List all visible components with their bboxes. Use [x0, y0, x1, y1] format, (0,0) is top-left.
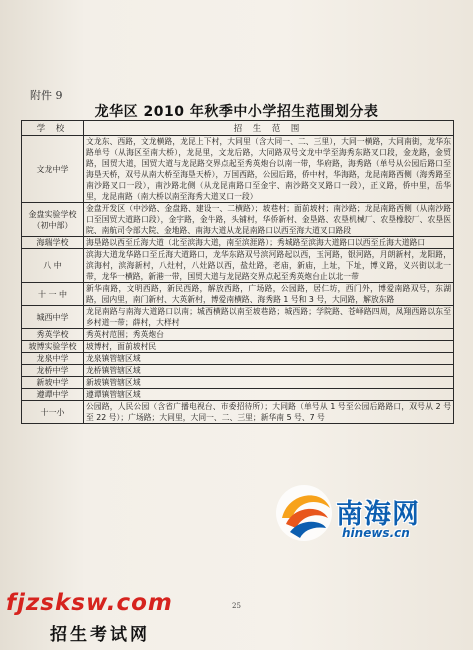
school-name-cell: 城西中学 — [22, 306, 84, 329]
enrollment-range-cell: 龙泉镇管辖区域 — [84, 353, 454, 365]
enrollment-range-cell: 新华南路，文明西路，新民西路，解放西路，广场路，公园路，居仁坊，西门外，博爱南路双号，东湖路，园内里，南门新村、大英新村，博爱南横路、海秀路 1 号和 3 号，大同路，解放东路 — [84, 283, 454, 306]
table-row — [22, 365, 454, 377]
school-name-cell: 十一小 — [22, 401, 84, 424]
school-name-cell: 坡博实验学校 — [22, 341, 84, 353]
page-number: 25 — [232, 602, 241, 610]
school-name-cell: 十 一 中 — [22, 283, 84, 306]
table-row — [22, 329, 454, 341]
table-row — [22, 389, 454, 401]
enrollment-range-cell: 秀英村范围；秀英炮台 — [84, 329, 454, 341]
school-name-cell: 文龙中学 — [22, 136, 84, 203]
hinews-logo-text: 南海网 — [336, 499, 420, 530]
attachment-label: 附件 9 — [30, 89, 63, 102]
enrollment-range-cell: 文龙东、西路，文龙横路，龙昆上下村，大同里（含大同一、二、三里），大同一横路，大同南街，龙华东路单号（从海区至南大桥），龙昆里，文龙后路，大同路双号文龙中学至海秀东路叉口段，金龙路，金贸路，国贸大道，国贸大道与龙昆路交界点起至秀英炮台以南一带，华府路，海秀路（单号从公园后路口至海垦天桥，双号从南大桥至海垦天桥），万国西路，公园后路，侨中村，华海路，龙昆南路西侧（海秀路至南沙路叉口一段），南沙路北侧（从龙昆南路口至金宇、南沙路交叉路口一段），正义路，侨中里，岳华里，龙昆南路（南大桥以南至海秀大道叉口一段） — [84, 136, 454, 203]
enrollment-range-cell: 海垦路以西至丘海大道（北至滨海大道，南至滨涯路）；秀城路至滨海大道路口以西至丘海大道路口 — [84, 237, 454, 249]
table-row — [22, 341, 454, 353]
enrollment-range-cell: 公园路，人民公园（含省广播电视台、市委招待所）；大同路（单号从 1 号至公园后路路口，双号从 2 号至 22 号）；广场路；大同里，大同一、二、三里；新华南 5 号、7 号 — [84, 401, 454, 424]
table-row — [22, 203, 454, 237]
school-name-cell: 八 中 — [22, 249, 84, 283]
table-row — [22, 136, 454, 203]
enrollment-range-cell: 新坡镇管辖区域 — [84, 377, 454, 389]
school-name-cell: 龙泉中学 — [22, 353, 84, 365]
enrollment-range-cell: 滨海大道龙华路口至丘海大道路口，龙华东路双号滨河路起以西，玉河路，银河路，月朗新村，龙阳路，滨海村，滨海新村，八灶村，八灶路以西，盐灶路，老庙，新庙，上址，下址，博义路，义兴街以北一带，龙华一横路，新港一带，国贸大道与龙昆路交界点起至秀英炮台止以北一带 — [84, 249, 454, 283]
enrollment-range-cell: 坡博村，面前坡村民 — [84, 341, 454, 353]
enrollment-range-cell: 龙昆南路与南海大道路口以南；城西横路以南至坡巷路；城西路；学院路、苍峄路四周，凤翔西路以东至乡村道一带；薛村，大样村 — [84, 306, 454, 329]
enrollment-range-cell: 遵谭镇管辖区域 — [84, 389, 454, 401]
table-row — [22, 249, 454, 283]
enrollment-range-cell: 龙桥镇管辖区域 — [84, 365, 454, 377]
document-title: 龙华区 2010 年秋季中小学招生范围划分表 — [94, 104, 379, 120]
table-row — [22, 283, 454, 306]
table-row — [22, 353, 454, 365]
school-name-cell: 金盘实验学校（初中部） — [22, 203, 84, 237]
school-name-cell: 秀英学校 — [22, 329, 84, 341]
school-name-cell: 遵谭中学 — [22, 389, 84, 401]
table-row — [22, 306, 454, 329]
site-watermark-subtitle: 招生考试网 — [50, 625, 150, 645]
school-name-cell: 新坡中学 — [22, 377, 84, 389]
table-row — [22, 401, 454, 424]
hinews-watermark — [270, 480, 465, 550]
enrollment-table — [21, 120, 454, 424]
header-school: 学 校 — [22, 121, 84, 136]
school-name-cell: 龙桥中学 — [22, 365, 84, 377]
table-row — [22, 237, 454, 249]
table-row — [22, 377, 454, 389]
hinews-swirl-icon — [270, 480, 340, 546]
table-header-row — [22, 121, 454, 136]
header-range: 招 生 范 围 — [84, 121, 454, 136]
hinews-logo-url: hinews.cn — [342, 526, 410, 540]
site-watermark: fjzsksw.com — [6, 590, 173, 616]
school-name-cell: 海瑞学校 — [22, 237, 84, 249]
enrollment-range-cell: 金盘开发区（中沙路、金盘路、建设一、二横路）；坡巷村；面前坡村；南沙路；龙昆南路西侧（从南沙路口至国贸大道路口段），金宇路，金牛路，头铺村，华侨新村、金垦路、农垦机械厂、农垦橡胶厂、农垦医院、南航司令部大院、金地路、南海大道从龙昆南路口以西至海大道叉口路段 — [84, 203, 454, 237]
